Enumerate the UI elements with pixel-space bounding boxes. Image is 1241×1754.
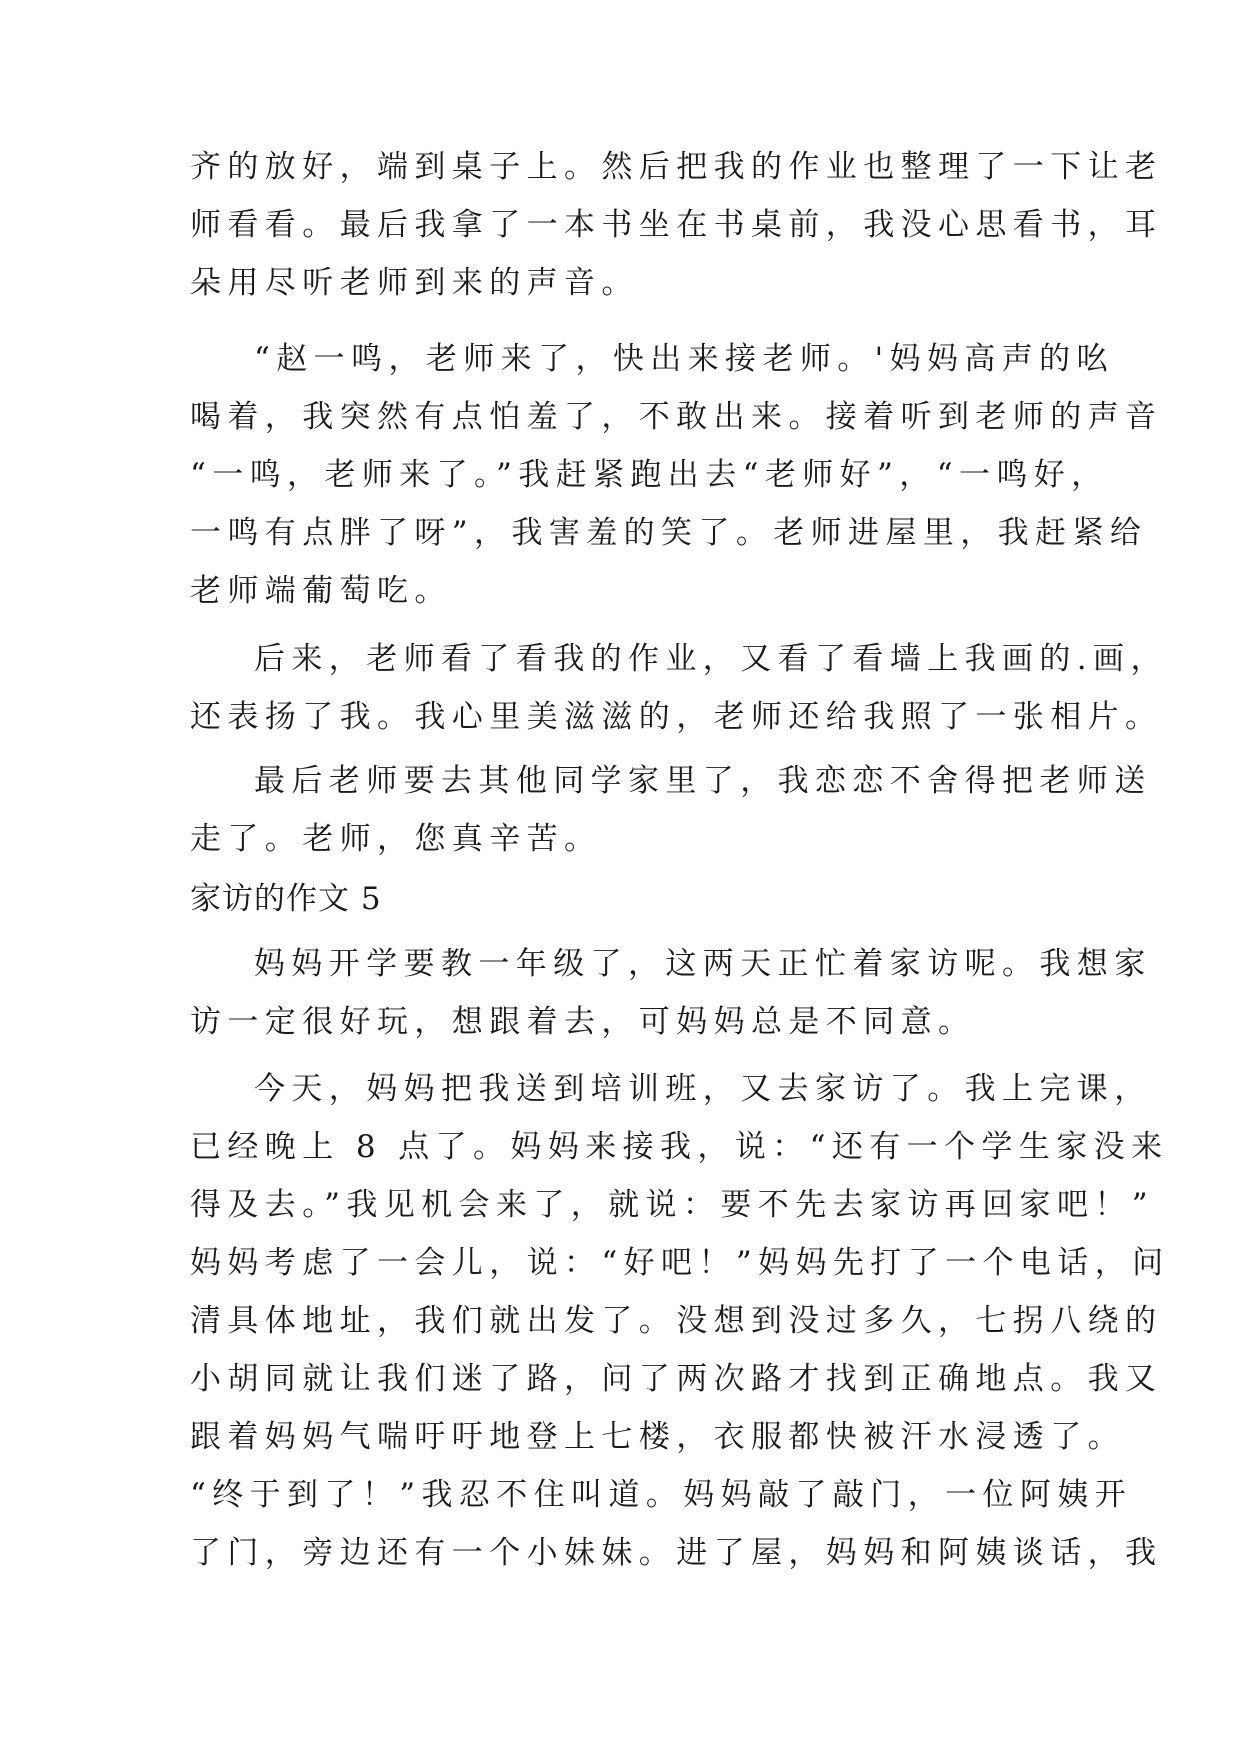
paragraph-first-line: 后来，老师看了看我的作业，又看了看墙上我画的.画， [254,641,1168,677]
text-line: 朵用尽听老师到来的声音。 [190,265,639,301]
text-line: 老师端葡萄吃。 [190,573,452,609]
paragraph-first-line: “赵一鸣，老师来了，快出来接老师。'妈妈高声的吆 [254,341,1114,377]
text-line: 齐的放好，端到桌子上。然后把我的作业也整理了一下让老 [190,149,1163,185]
text-line: 一鸣有点胖了呀”，我害羞的笑了。老师进屋里，我赶紧给 [190,515,1148,551]
paragraph-first-line: 妈妈开学要教一年级了，这两天正忙着家访呢。我想家 [254,946,1152,982]
text-line: 清具体地址，我们就出发了。没想到没过多久，七拐八绕的 [190,1303,1163,1339]
text-line: 走了。老师，您真辛苦。 [190,821,602,857]
text-line: 妈妈考虑了一会儿，说：“好吧！”妈妈先打了一个电话，问 [190,1245,1170,1281]
text-line: 喝着，我突然有点怕羞了，不敢出来。接着听到老师的声音 [190,399,1163,435]
text-line: 师看看。最后我拿了一本书坐在书桌前，我没心思看书，耳 [190,207,1163,243]
text-line: 小胡同就让我们迷了路，问了两次路才找到正确地点。我又 [190,1361,1163,1397]
text-line: 得及去。”我见机会来了，就说：要不先去家访再回家吧！” [190,1187,1154,1223]
text-line: 还表扬了我。我心里美滋滋的，老师还给我照了一张相片。 [190,699,1163,735]
text-line: 已经晚上 8 点了。妈妈来接我，说：“还有一个学生家没来 [190,1129,1169,1165]
text-line: 访一定很好玩，想跟着去，可妈妈总是不同意。 [190,1004,976,1040]
text-line: “终于到了！”我忍不住叫道。妈妈敲了敲门，一位阿姨开 [190,1477,1133,1513]
paragraph-first-line: 今天，妈妈把我送到培训班，又去家访了。我上完课， [254,1071,1152,1107]
section-heading: 家访的作文 5 [190,881,382,917]
text-line: “一鸣，老师来了。”我赶紧跑出去“老师好”，“一鸣好， [190,457,1109,493]
paragraph-first-line: 最后老师要去其他同学家里了，我恋恋不舍得把老师送 [254,763,1152,799]
text-line: 跟着妈妈气喘吁吁地登上七楼，衣服都快被汗水浸透了。 [190,1419,1125,1455]
text-line: 了门，旁边还有一个小妹妹。进了屋，妈妈和阿姨谈话，我 [190,1535,1163,1571]
